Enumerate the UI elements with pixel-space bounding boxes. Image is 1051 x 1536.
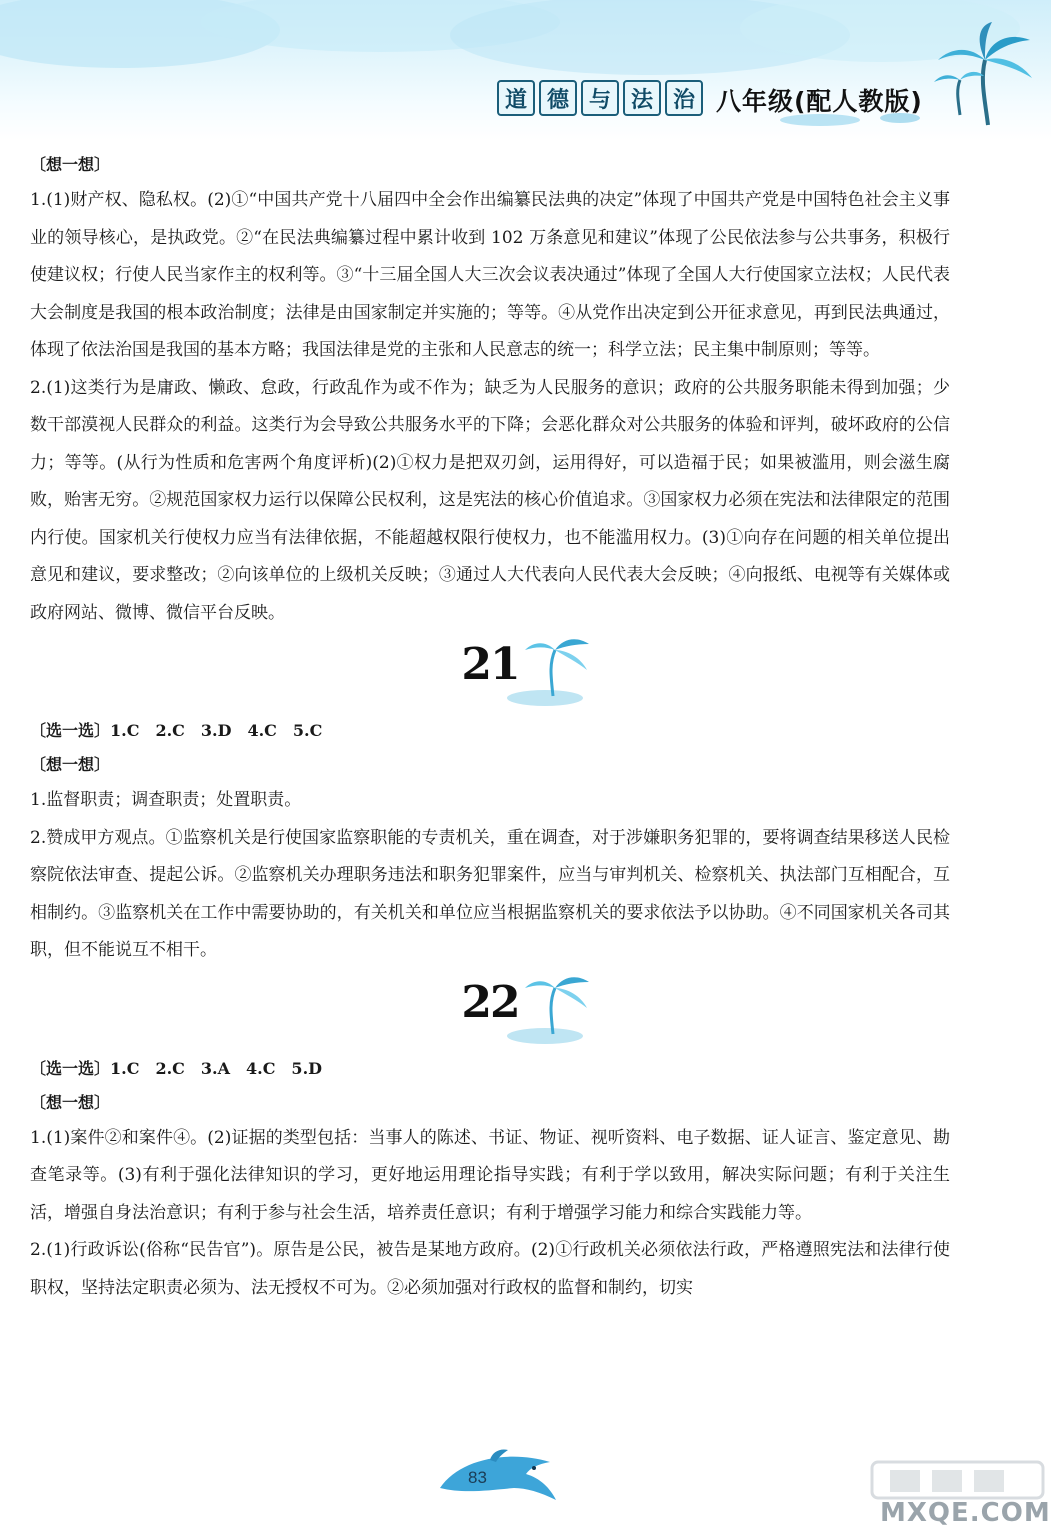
header-cloud-decoration <box>0 0 1051 140</box>
subject-char: 治 <box>665 80 703 116</box>
page-number: 83 <box>468 1468 487 1487</box>
choice-answers: 〔选一选〕1.C 2.C 3.A 4.C 5.D <box>30 1058 323 1078</box>
section-number-22 <box>30 970 950 1052</box>
section-heading: 〔想一想〕 <box>30 1092 111 1112</box>
answer-paragraph: 1.(1)财产权、隐私权。(2)①“中国共产党十八届四中全会作出编纂民法典的决定”体现了中国共产党是中国特色社会主义事业的领导核心，是执政党。②“在民法典编纂过程中累计收到 102 万条意见和建议”体现了公民依法参与公共事务，积极行使建议权；行使人民当家作主的权利等。③“十三届全国人大三次会议表决通过”体现了全国人大行使国家立法权；人民代表大会制度是我国的根本政治制度；法律是由国家制定并实施的；等等。④从党作出决定到公开征求意见，再到民法典通过，体现了依法治国是我国的基本方略；我国法律是党的主张和人民意志的统一；科学立法；民主集中制原则；等等。 <box>30 190 950 360</box>
dolphin-icon <box>430 1448 570 1508</box>
grade-label: 八年级(配人教版) <box>716 87 923 116</box>
section-heading: 〔想一想〕 <box>30 755 111 774</box>
answer-paragraph: 1.监督职责；调查职责；处置职责。 <box>30 790 302 810</box>
section-number-text: 21 <box>461 639 519 690</box>
subject-title <box>497 80 703 114</box>
section-heading: 〔想一想〕 <box>30 155 111 174</box>
section-number-text: 22 <box>461 976 519 1028</box>
answer-content <box>30 148 950 1307</box>
subject-char: 德 <box>539 80 577 116</box>
palm-tree-icon <box>930 20 1040 130</box>
subject-char: 法 <box>623 80 661 116</box>
answer-paragraph: 1.(1)案件②和案件④。(2)证据的类型包括：当事人的陈述、书证、物证、视听资料、电子数据、证人证言、鉴定意见、勘查笔录等。(3)有利于强化法律知识的学习，更好地运用理论指导实践；有利于学以致用，解决实际问题；有利于关注生活，增强自身法治意识；有利于参与社会生活，培养责任意识；有利于增强学习能力和综合实践能力等。 <box>30 1127 950 1223</box>
subject-char: 道 <box>497 80 535 116</box>
subject-char: 与 <box>581 80 619 116</box>
watermark-text: MXQE.COM <box>880 1498 1051 1528</box>
answer-paragraph: 2.(1)行政诉讼(俗称“民告官”)。原告是公民，被告是某地方政府。(2)①行政机关必须依法行政，严格遵照宪法和法律行使职权，坚持法定职责必须为、法无授权不可为。②必须加强对行政权的监督和制约，切实 <box>30 1240 950 1298</box>
answer-paragraph: 2.(1)这类行为是庸政、懒政、怠政，行政乱作为或不作为；缺乏为人民服务的意识；政府的公共服务职能未得到加强；少数干部漠视人民群众的利益。这类行为会导致公共服务水平的下降；会恶化群众对公共服务的体验和评判，破坏政府的公信力；等等。(从行为性质和危害两个角度评析)(2)①权力是把双刃剑，运用得好，可以造福于民；如果被滥用，则会滋生腐败，贻害无穷。②规范国家权力运行以保障公民权利，这是宪法的核心价值追求。③国家权力必须在宪法和法律限定的范围内行使。国家机关行使权力应当有法律依据，不能超越权限行使权力，也不能滥用权力。(3)①向存在问题的相关单位提出意见和建议，要求整改；②向该单位的上级机关反映；③通过人大代表向人民代表大会反映；④向报纸、电视等有关媒体或政府网站、微博、微信平台反映。 <box>30 377 950 623</box>
choice-answers: 〔选一选〕1.C 2.C 3.D 4.C 5.C <box>30 721 323 740</box>
section-number-21 <box>30 632 950 714</box>
answer-paragraph: 2.赞成甲方观点。①监察机关是行使国家监察职能的专责机关，重在调查，对于涉嫌职务犯罪的，要将调查结果移送人民检察院依法审查、提起公诉。②监察机关办理职务违法和职务犯罪案件，应当与审判机关、检察机关、执法部门互相配合，互相制约。③监察机关在工作中需要协助的，有关机关和单位应当根据监察机关的要求依法予以协助。④不同国家机关各司其职，但不能说互不相干。 <box>30 827 950 960</box>
